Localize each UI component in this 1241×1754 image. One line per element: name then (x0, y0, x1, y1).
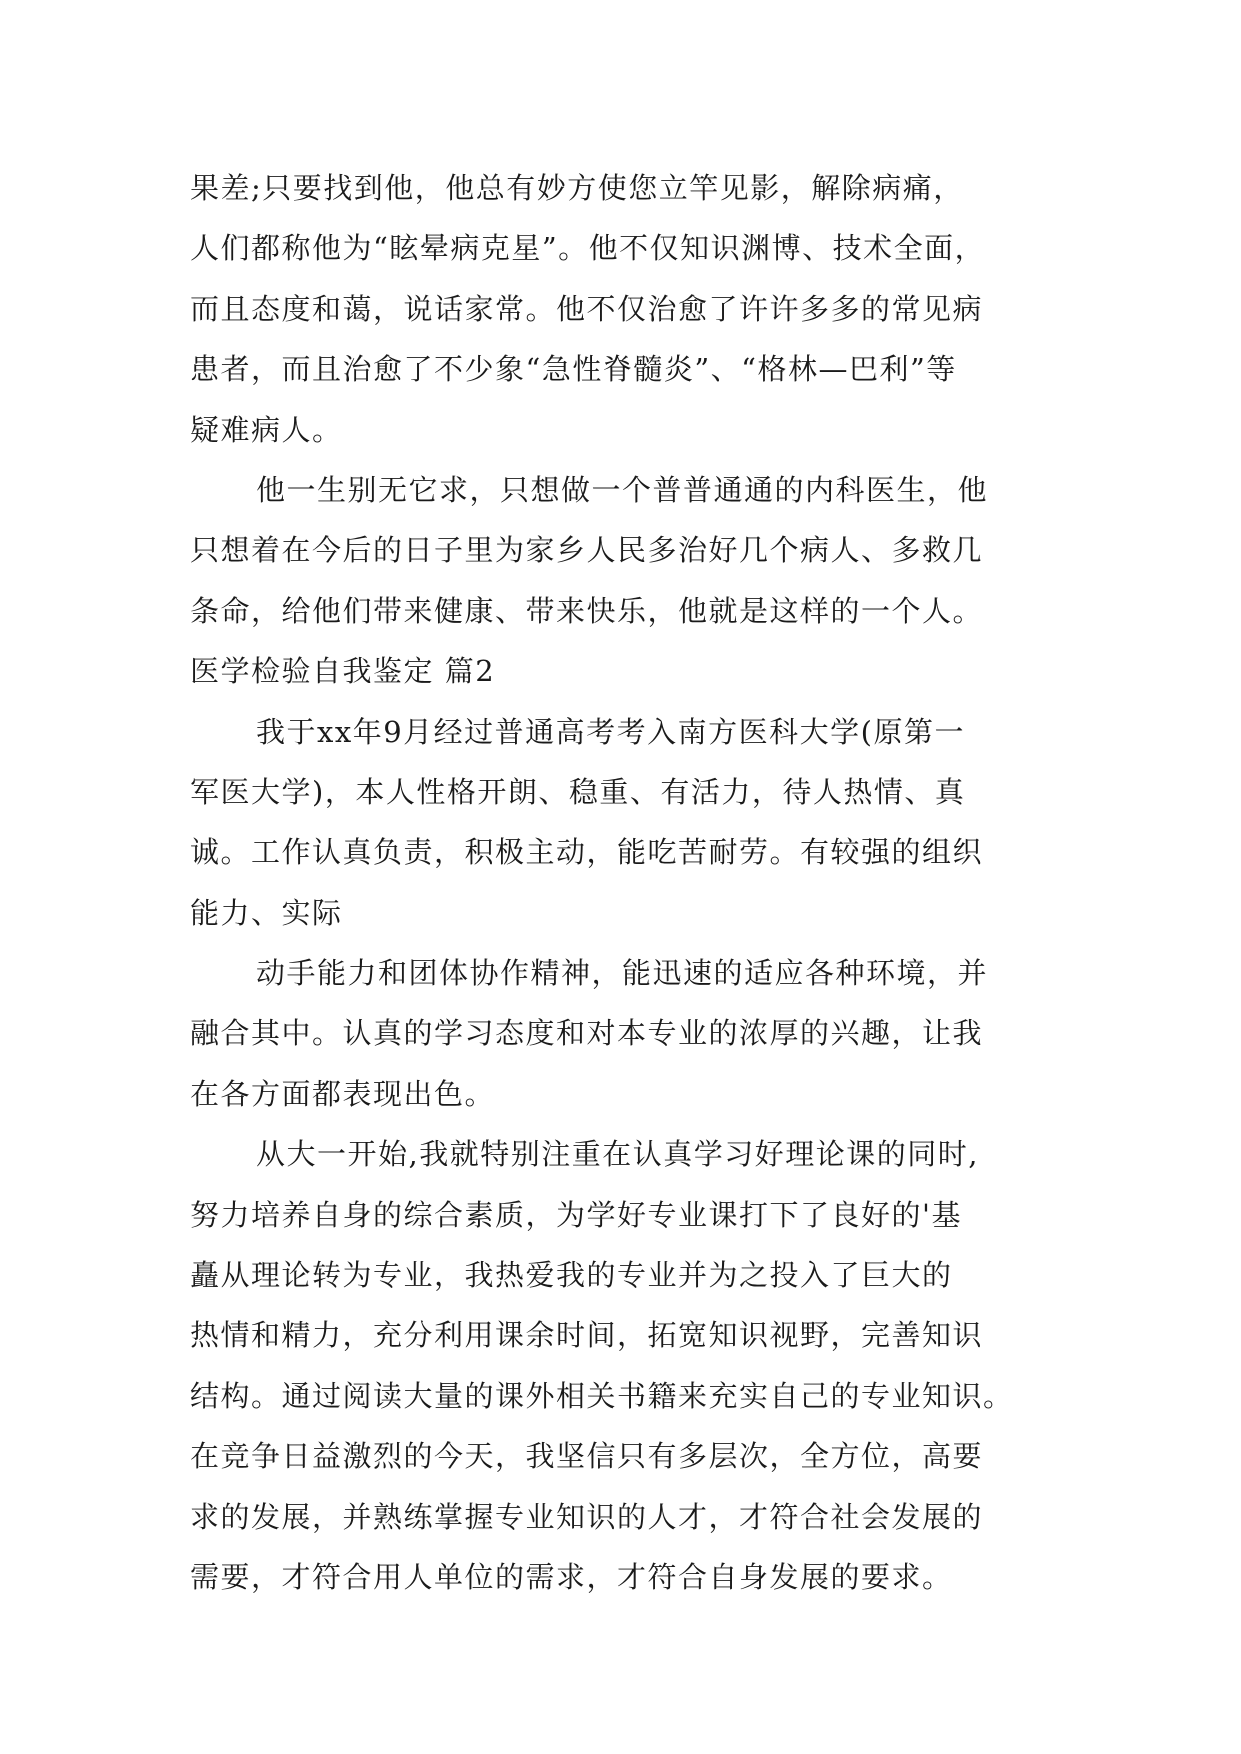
text-line: 求的发展，并熟练掌握专业知识的人才，才符合社会发展的 (190, 1499, 984, 1534)
text-line: 需要，才符合用人单位的需求，才符合自身发展的要求。 (190, 1559, 953, 1594)
text-line: 热情和精力，充分利用课余时间，拓宽知识视野，完善知识 (190, 1318, 984, 1353)
text-line: 疑难病人。 (190, 412, 343, 447)
text-line: 矗从理论转为专业，我热爱我的专业并为之投入了巨大的 (190, 1258, 953, 1293)
text-line: 条命，给他们带来健康、带来快乐，他就是这样的一个人。 (190, 593, 984, 628)
text-line: 只想着在今后的日子里为家乡人民多治好几个病人、多救几 (190, 533, 984, 568)
text-line: 患者，而且治愈了不少象“急性脊髓炎”、“格林—巴利”等 (190, 352, 957, 387)
paragraph-first-line: 动手能力和团体协作精神，能迅速的适应各种环境，并 (256, 956, 989, 991)
paragraph-first-line: 他一生别无它求，只想做一个普普通通的内科医生，他 (256, 472, 989, 507)
text-line: 在竞争日益激烈的今天，我坚信只有多层次，全方位，高要 (190, 1439, 984, 1474)
text-line: 融合其中。认真的学习态度和对本专业的浓厚的兴趣，让我 (190, 1016, 984, 1051)
text-line: 努力培养自身的综合素质，为学好专业课打下了良好的'基 (190, 1197, 962, 1232)
paragraph-first-line: 从大一开始,我就特别注重在认真学习好理论课的同时, (256, 1137, 979, 1172)
paragraph-first-line: 我于xx年9月经过普通高考考入南方医科大学(原第一 (256, 714, 965, 749)
text-line: 而且态度和蔼，说话家常。他不仅治愈了许许多多的常见病 (190, 291, 984, 326)
text-line: 诚。工作认真负责，积极主动，能吃苦耐劳。有较强的组织 (190, 835, 984, 870)
text-line: 果差;只要找到他，他总有妙方使您立竿见影，解除病痛， (190, 171, 964, 205)
text-line: 结构。通过阅读大量的课外相关书籍来充实自己的专业知识。 (190, 1378, 1014, 1413)
text-line: 在各方面都表现出色。 (190, 1076, 496, 1111)
text-line: 能力、实际 (190, 895, 343, 930)
text-line: 军医大学)，本人性格开朗、稳重、有活力，待人热情、真 (190, 774, 966, 809)
text-line: 人们都称他为“眩晕病克星”。他不仅知识渊博、技术全面， (190, 231, 986, 266)
document-body (190, 158, 1070, 1607)
section-heading: 医学检验自我鉴定 篇2 (190, 654, 496, 689)
